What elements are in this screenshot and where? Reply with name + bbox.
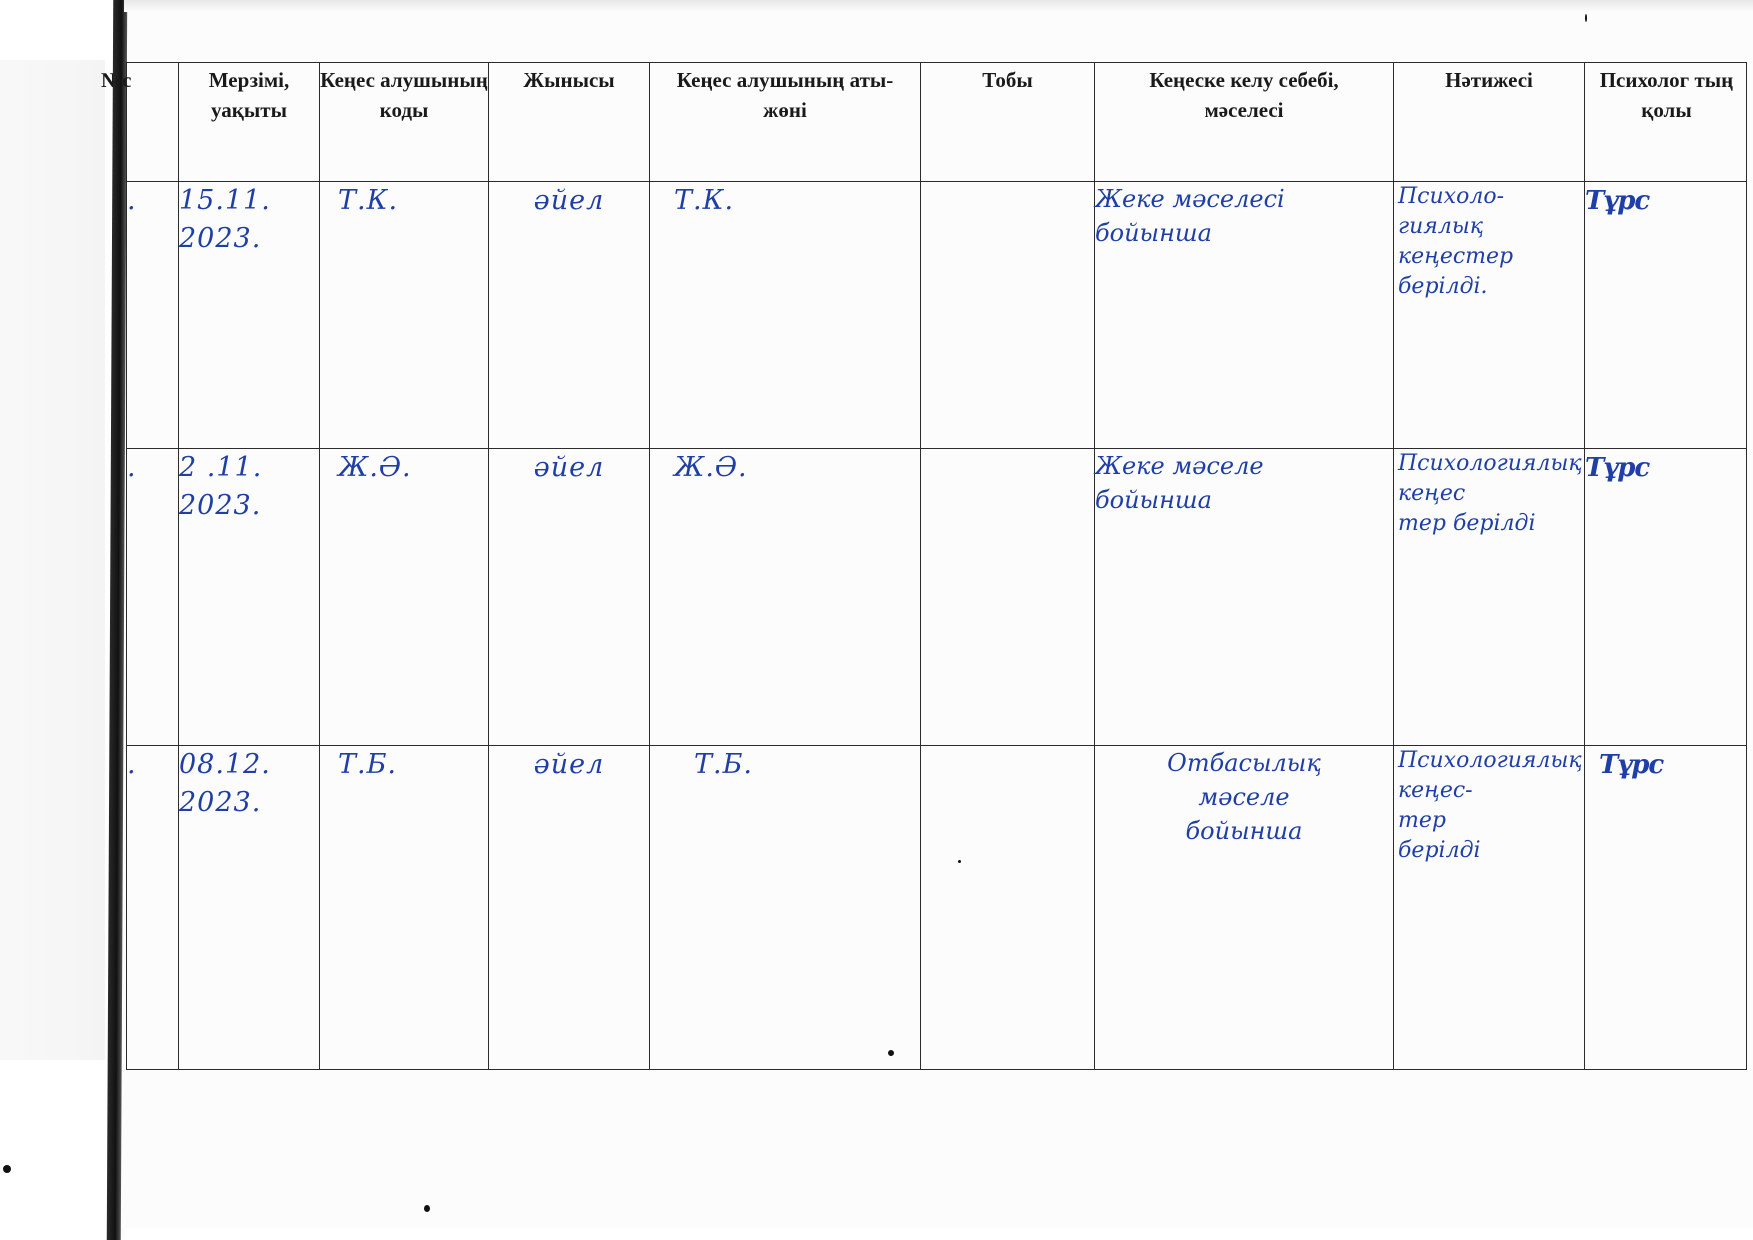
consult-reason: Жеке мәселесі бойынша (1095, 185, 1285, 247)
reason-cell (1095, 746, 1394, 1070)
signature-cell (1585, 182, 1747, 449)
psychologist-signature: Тұрс (1599, 750, 1664, 780)
header-reason: Кеңеске келу себебі, мәселесі (1095, 63, 1394, 182)
row-number: . (127, 452, 137, 483)
table-row (127, 449, 1747, 746)
scan-speck (424, 1205, 430, 1212)
consultation-journal-table (101, 62, 1747, 1070)
bleed-through-strip (0, 60, 105, 1060)
header-result: Нәтижесі (1394, 63, 1585, 182)
header-group: Тобы (921, 63, 1095, 182)
header-client-code: Кеңес алушының коды (320, 63, 489, 182)
gender-cell (489, 746, 650, 1070)
date-cell (179, 746, 320, 1070)
name-cell (650, 449, 921, 746)
psychologist-signature: Тұрс (1585, 186, 1650, 216)
header-row (127, 63, 1747, 182)
name-cell (650, 182, 921, 449)
row-number-cell (127, 449, 179, 746)
reason-cell (1095, 182, 1394, 449)
code-cell (320, 449, 489, 746)
psychologist-signature: Тұрс (1585, 453, 1650, 483)
name-cell (650, 746, 921, 1070)
consult-date: 15.11. 2023. (179, 185, 271, 254)
header-number: №с (127, 63, 179, 182)
reason-cell (1095, 449, 1394, 746)
signature-cell (1585, 449, 1747, 746)
table-row (127, 746, 1747, 1070)
result-cell (1394, 746, 1585, 1070)
group-cell (921, 449, 1095, 746)
date-cell (179, 449, 320, 746)
row-number-cell (127, 746, 179, 1070)
client-code: Ж.Ә. (338, 452, 412, 483)
gender-cell (489, 449, 650, 746)
group-cell (921, 746, 1095, 1070)
row-number: . (127, 749, 137, 780)
consult-reason: Жеке мәселе бойынша (1095, 452, 1264, 514)
table-row (127, 182, 1747, 449)
scan-speck (1585, 14, 1587, 22)
consult-result: Психологиялық кеңес тер берілді (1398, 451, 1582, 536)
group-cell (921, 182, 1095, 449)
consult-result: Психологиялық кеңес- тер берілді (1398, 748, 1582, 863)
row-number: . (127, 185, 137, 216)
scan-speck (3, 1165, 11, 1173)
header-client-name: Кеңес алушының аты-жөні (650, 63, 921, 182)
page-bottom-edge (124, 1228, 1753, 1240)
row-number-cell (127, 182, 179, 449)
page-top-edge (124, 0, 1753, 12)
client-name: Ж.Ә. (674, 452, 748, 483)
client-gender: әйел (533, 185, 605, 216)
client-name: Т.К. (674, 185, 735, 216)
header-gender: Жынысы (489, 63, 650, 182)
result-cell (1394, 449, 1585, 746)
result-cell (1394, 182, 1585, 449)
client-name: Т.Б. (694, 749, 754, 780)
header-psychologist-signature: Психолог тың қолы (1585, 63, 1747, 182)
consult-date: 08.12. 2023. (179, 749, 271, 818)
client-gender: әйел (533, 749, 605, 780)
client-code: Т.К. (338, 185, 399, 216)
consult-reason: Отбасылық мәселе бойынша (1167, 749, 1321, 845)
code-cell (320, 182, 489, 449)
signature-cell (1585, 746, 1747, 1070)
client-code: Т.Б. (338, 749, 398, 780)
date-cell (179, 182, 320, 449)
header-date-time: Мерзімі, уақыты (179, 63, 320, 182)
client-gender: әйел (533, 452, 605, 483)
gender-cell (489, 182, 650, 449)
consult-result: Психоло- гиялық кеңестер берілді. (1398, 184, 1514, 299)
code-cell (320, 746, 489, 1070)
consult-date: 2 .11. 2023. (179, 452, 263, 521)
